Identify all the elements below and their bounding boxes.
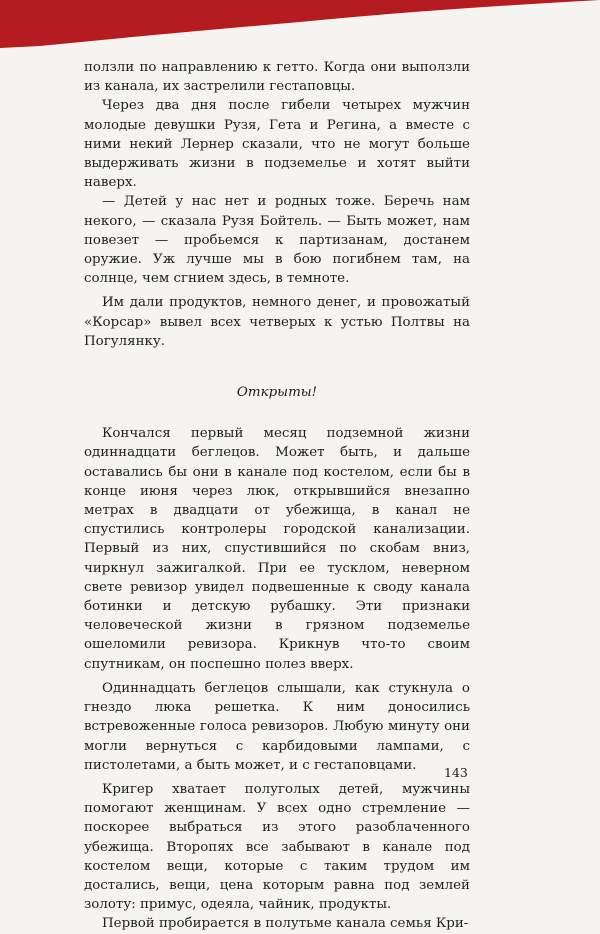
paragraph-7: Кригер хватает полуголых детей, мужчины помогают женщинам. У всех одно стремление — поскорее выбраться из этого разоблаченного убежища. Второпях все забывают в канале под костелом вещи, которые с таким трудом им достались, вещи, цена которым равна под землей золоту: примус, одеяла, чайник, продукты. <box>84 781 470 913</box>
book-page-text <box>84 58 470 934</box>
page-number: 143 <box>444 765 468 780</box>
paragraph-3: — Детей у нас нет и родных тоже. Беречь нам некого, — сказала Рузя Бойтель. — Быть может, нам повезет — пробьемся к партизанам, достанем оружие. Уж лучше мы в бою погибнем там, на солнце, чем сгнием здесь, в темноте. <box>84 194 470 287</box>
paragraph-6: Одиннадцать беглецов слышали, как стукнула о гнездо люка решетка. К ним доносились встревоженные голоса ревизоров. Любую минуту они могли вернуться с карбидовыми лампами, с пистолетами, а быть может, и с гестаповцами. <box>84 680 470 773</box>
paragraph-4: Им дали продуктов, немного денег, и провожатый «Корсар» вывел всех четверых к устью Полтвы на Погулянку. <box>84 295 470 349</box>
section-heading: Открыты! <box>236 385 318 401</box>
paragraph-8: Первой пробирается в полутьме канала семья Кри- <box>102 916 469 932</box>
paragraph-1: ползли по направлению к гетто. Когда они выползли из канала, их застрелили гестаповцы. <box>84 60 470 95</box>
book-cover-edge <box>0 0 600 50</box>
paragraph-5: Кончался первый месяц подземной жизни одиннадцати беглецов. Может быть, и дальше оставались бы они в канале под костелом, если бы в конце июня через люк, открывшийся внезапно метрах в двадцати от убежища, в канал не спустились контролеры городской канализации. Первый из них, спустившийся по скобам вниз, чиркнул зажигалкой. При ее тусклом, неверном свете ревизор увидел подвешенные к своду канала ботинки и детскую рубашку. Эти признаки человеческой жизни в грязном подземелье ошеломили ревизора. Крикнув что-то своим спутникам, он поспешно полез вверх. <box>84 426 470 672</box>
red-cover-shape <box>0 0 600 48</box>
paragraph-2: Через два дня после гибели четырех мужчин молодые девушки Рузя, Гета и Регина, а вместе с ними некий Лернер сказали, что не могут больше выдерживать жизни в подземелье и хотят выйти наверх. <box>84 98 470 191</box>
